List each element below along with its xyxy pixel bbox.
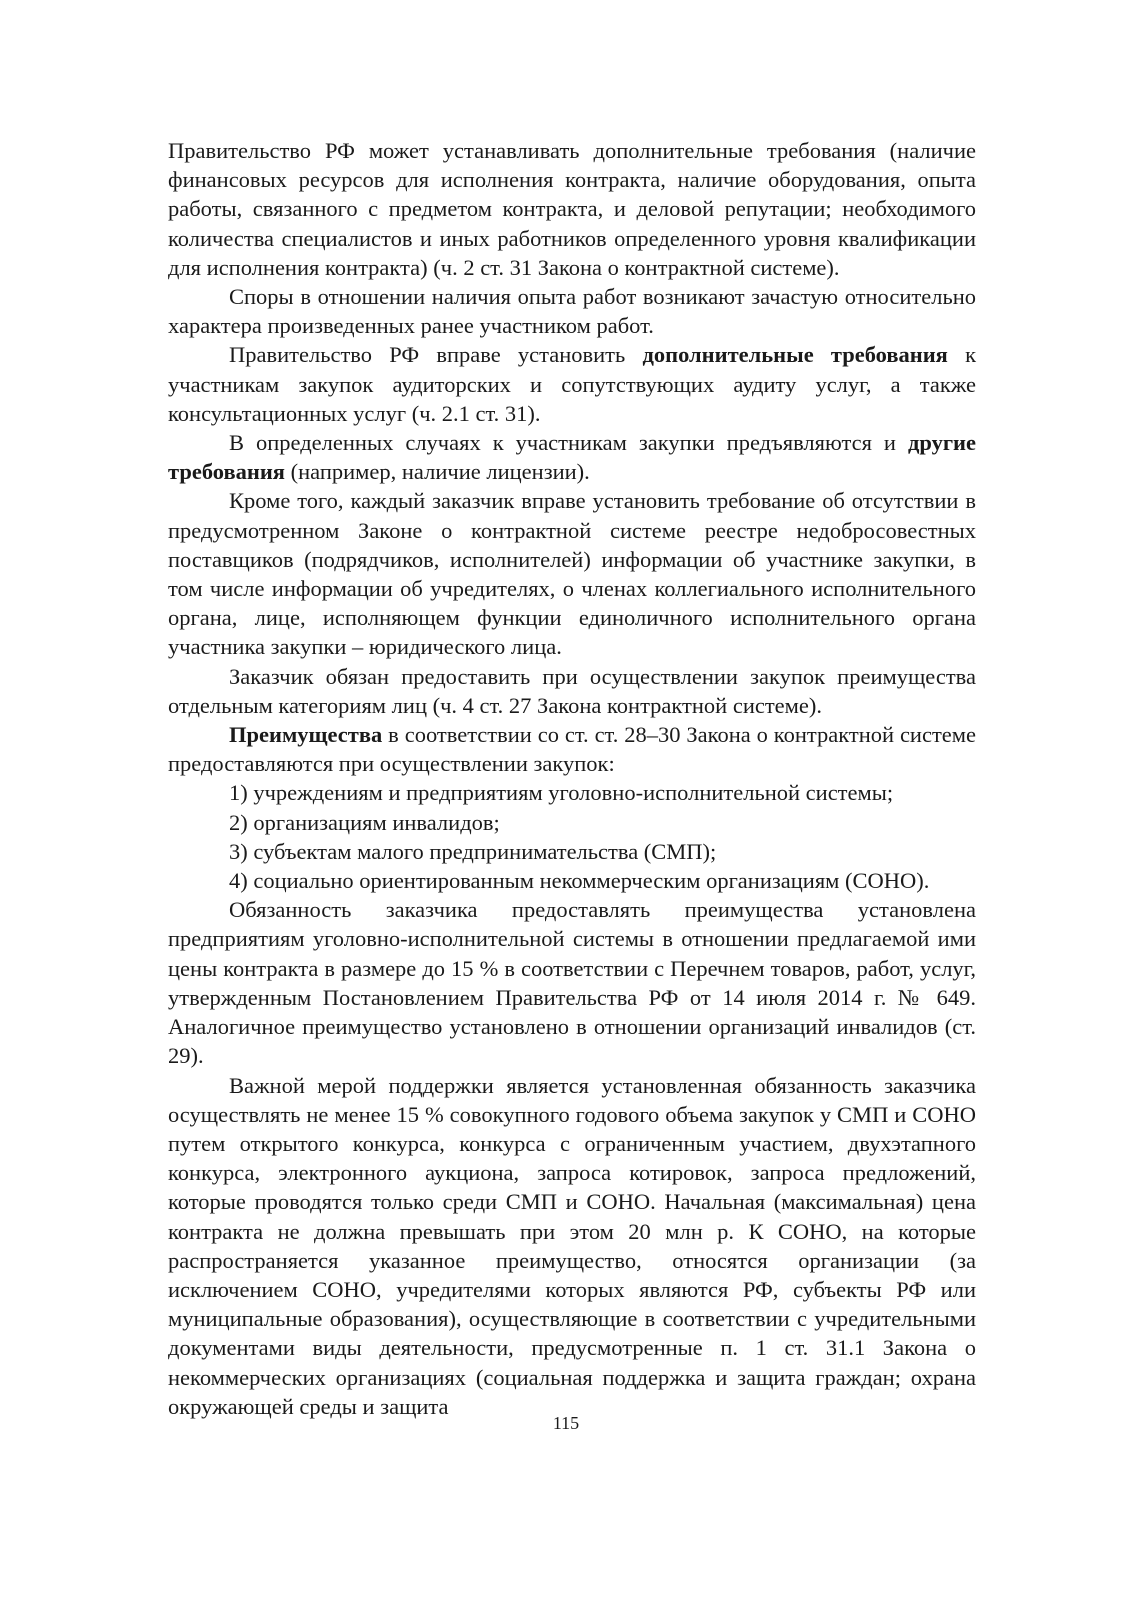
paragraph-support-measure: Важной мерой поддержки является установленная обязанность заказчика осуществлять не менее 15 % совокупного годового объема закупок у СМП и СОНО путем открытого конкурса, конкурса с ограниченным участием, двухэтапного конкурса, электронного аукциона, запроса котировок, запроса предложений, которые проводятся только среди СМП и СОНО. Начальная (максимальная) цена контракта не должна превышать при этом 20 млн р. К СОНО, на которые распространяется указанное преимущество, относятся организации (за исключением СОНО, учредителями которых являются РФ, субъекты РФ или муниципальные образования), осуществляющие в соответствии с учредительными документами виды деятельности, предусмотренные п. 1 ст. 31.1 Закона о некоммерческих организациях (социальная поддержка и защита граждан; охрана окружающей среды и защита bbox=[168, 1072, 976, 1419]
bold-term-additional-requirements: дополнительные требования bbox=[642, 342, 948, 368]
paragraph-audit-requirements bbox=[168, 340, 976, 428]
text-run: (например, наличие лицензии). bbox=[284, 459, 590, 485]
paragraph-requirements: Правительство РФ может устанавливать дополнительные требования (наличие финансовых ресурсов для исполнения контракта, наличие оборудования, опыта работы, связанного с предметом контракта, и деловой репутации; необходимого количества специалистов и иных работников определенного уровня квалификации для исполнения контракта) (ч. 2 ст. 31 Закона о контрактной системе). bbox=[168, 138, 976, 280]
paragraph-registry-requirement: Кроме того, каждый заказчик вправе установить требование об отсутствии в предусмотренном Законе о контрактной системе реестре недобросовестных поставщиков (подрядчиков, исполнителей) информации об участнике закупки, в том числе информации об учредителях, о членах коллегиального исполнительного органа, лице, исполняющем функции единоличного исполнительного органа участника закупки – юридического лица. bbox=[168, 488, 976, 660]
text-run: Правительство РФ вправе установить bbox=[229, 342, 643, 368]
text-run: В определенных случаях к участникам закупки предъявляются и bbox=[229, 430, 908, 456]
bold-term-other-requirements: другие требования bbox=[168, 430, 976, 485]
paragraph-penal-system-advantage: Обязанность заказчика предоставлять преимущества установлена предприятиям уголовно-исполнительной системы в отношении предлагаемой ими цены контракта в размере до 15 % в соответствии с Перечнем товаров, работ, услуг, утвержденным Постановлением Правительства РФ от 14 июля 2014 г. № 649. Аналогичное преимущество установлено в отношении организаций инвалидов (ст. 29). bbox=[168, 897, 976, 1069]
paragraph-advantages bbox=[168, 720, 976, 778]
list-item: 1) учреждениям и предприятиям уголовно-исполнительной системы; bbox=[229, 780, 894, 806]
list-item: 3) субъектам малого предпринимательства (СМП); bbox=[229, 838, 717, 864]
list-item: 2) организациям инвалидов; bbox=[229, 809, 500, 835]
paragraph-other-requirements bbox=[168, 428, 976, 486]
bold-term-advantages: Преимущества bbox=[229, 722, 383, 748]
paragraph-customer-obligation: Заказчик обязан предоставить при осуществлении закупок преимущества отдельным категориям лиц (ч. 4 ст. 27 Закона контрактной системе). bbox=[168, 663, 976, 718]
page-number: 115 bbox=[552, 1413, 580, 1433]
paragraph-experience-disputes: Споры в отношении наличия опыта работ возникают зачастую относительно характера произведенных ранее участником работ. bbox=[168, 284, 976, 339]
document-body bbox=[168, 136, 976, 1421]
list-item: 4) социально ориентированным некоммерческим организациям (СОНО). bbox=[229, 868, 930, 894]
text-run: в соответствии со ст. ст. 28–30 Закона о контрактной системе предоставляются при осуществлении закупок: bbox=[168, 722, 976, 777]
text-run: к участникам закупок аудиторских и сопутствующих аудиту услуг, а также консультационных услуг (ч. 2.1 ст. 31). bbox=[168, 342, 976, 426]
